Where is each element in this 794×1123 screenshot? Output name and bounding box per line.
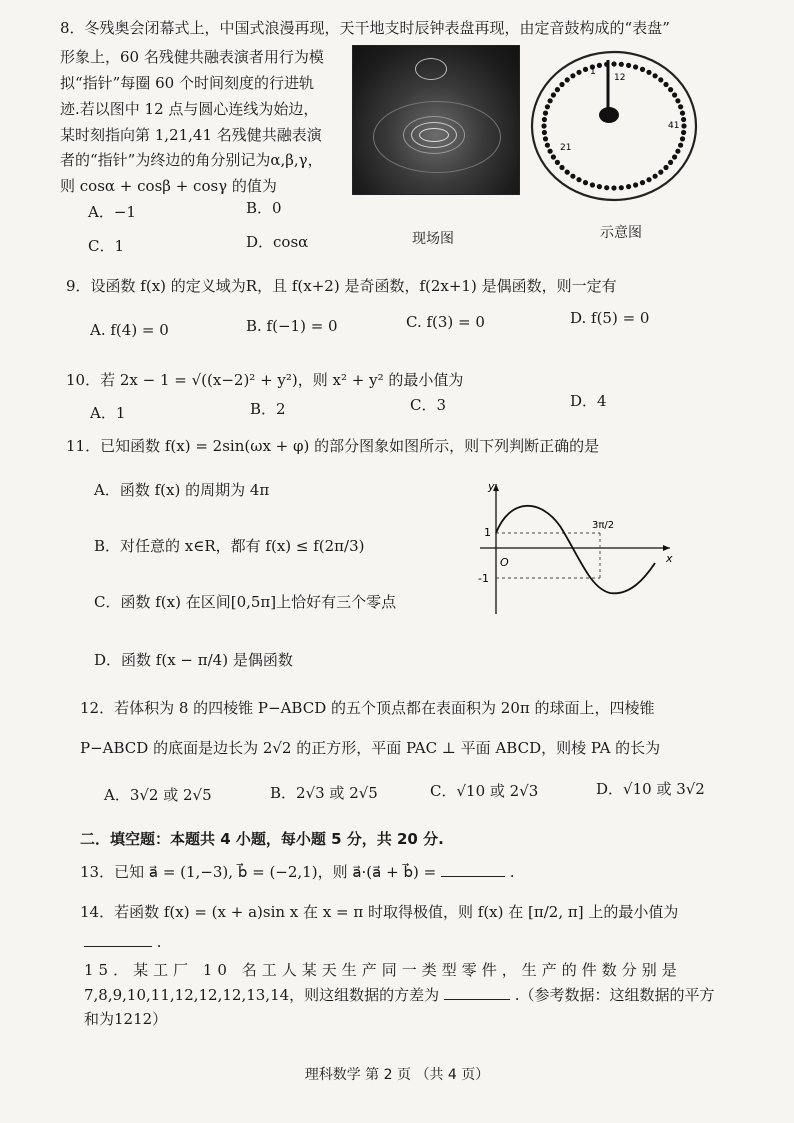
q15-text: 7,8,9,10,11,12,12,12,13,14，则这组数据的方差为 <box>84 986 440 1004</box>
clock-dot <box>672 92 677 97</box>
clock-dot <box>678 143 683 148</box>
q8-line1: 8．冬残奥会闭幕式上，中国式浪漫再现，天干地支时辰钟表盘再现，由定音鼓构成的“表盘” <box>60 19 670 37</box>
clock-dot <box>570 174 575 179</box>
clock-dot <box>678 104 683 109</box>
clock-dot <box>551 92 556 97</box>
q12-option-a: A．3√2 或 2√5 <box>104 786 212 804</box>
clock-center <box>599 107 619 123</box>
clock-dot <box>646 70 651 75</box>
clock-dot <box>576 70 581 75</box>
clock-dot <box>543 111 548 116</box>
q9-option-d: D. f(5) = 0 <box>570 309 650 327</box>
clock-dot <box>545 104 550 109</box>
clock-dot <box>597 184 602 189</box>
clock-dot <box>658 170 663 175</box>
q15-end: .（参考数据：这组数据的平方 <box>514 986 715 1004</box>
q11-option-d: D．函数 f(x − π/4) 是偶函数 <box>94 651 293 669</box>
q12-line2: P−ABCD 的底面是边长为 2√2 的正方形，平面 PAC ⊥ 平面 ABCD，则棱 PA 的长为 <box>80 739 661 757</box>
q8-line3: 拟“指针”每圈 60 个时间刻度的行进轨 <box>60 74 314 92</box>
clock-dot <box>559 82 564 87</box>
clock-dot <box>619 62 624 67</box>
q13-stem <box>80 862 515 882</box>
q11-option-a: A．函数 f(x) 的周期为 4π <box>94 481 270 499</box>
q14-line1: 14．若函数 f(x) = (x + a)sin x 在 x = π 时取得极值，则 f(x) 在 [π/2, π] 上的最小值为 <box>80 903 679 921</box>
q12-line1: 12．若体积为 8 的四棱锥 P−ABCD 的五个顶点都在表面积为 20π 的球面上，四棱锥 <box>80 699 655 717</box>
clock-dot <box>551 154 556 159</box>
clock-dot <box>559 165 564 170</box>
clock-label-1: 1 <box>590 67 596 77</box>
clock-dot <box>672 154 677 159</box>
q11-option-b: B．对任意的 x∈R，都有 f(x) ≤ f(2π/3) <box>94 537 365 555</box>
clock-dot <box>548 149 553 154</box>
q11-option-c: C．函数 f(x) 在区间[0,5π]上恰好有三个零点 <box>94 593 397 611</box>
clock-dot <box>597 63 602 68</box>
clock-dot <box>681 123 686 128</box>
clock-dot <box>565 170 570 175</box>
clock-dot <box>542 130 547 135</box>
q12-option-c: C．√10 或 2√3 <box>430 782 539 800</box>
clock-dot <box>681 130 686 135</box>
clock-diagram <box>528 40 700 212</box>
clock-dot <box>626 63 631 68</box>
clock-dot <box>653 73 658 78</box>
clock-dot <box>541 123 546 128</box>
photo-caption: 现场图 <box>412 231 454 247</box>
q9-stem: 9．设函数 f(x) 的定义域为R，且 f(x+2) 是奇函数，f(2x+1) 是偶函数，则一定有 <box>66 277 617 295</box>
clock-dot <box>680 136 685 141</box>
q8-line5: 某时刻指向第 1,21,41 名残健共融表演 <box>60 126 322 144</box>
q10-option-b: B．2 <box>250 400 286 418</box>
q9-option-c: C. f(3) = 0 <box>406 313 485 331</box>
q15-line3: 和为1212） <box>84 1010 168 1028</box>
q14-line2 <box>84 932 162 952</box>
q12-option-b: B．2√3 或 2√5 <box>270 784 378 802</box>
q8-option-b: B．0 <box>246 199 282 217</box>
clock-dot <box>653 174 658 179</box>
clock-label-41: 41 <box>668 121 680 131</box>
clock-dot <box>570 73 575 78</box>
clock-dot <box>545 143 550 148</box>
q12-option-d: D．√10 或 3√2 <box>596 780 705 798</box>
q8-line2: 形象上，60 名残健共融表演者用行为模 <box>60 48 324 66</box>
clock-dot <box>542 117 547 122</box>
q9-option-b: B. f(−1) = 0 <box>246 317 338 335</box>
clock-dot <box>658 77 663 82</box>
clock-dot <box>604 185 609 190</box>
q13-end: . <box>509 863 515 881</box>
clock-dot <box>675 98 680 103</box>
q10-option-c: C．3 <box>410 396 447 414</box>
q9-option-a: A. f(4) = 0 <box>90 321 169 339</box>
graph-y-label: y <box>488 480 495 493</box>
graph-origin-label: O <box>500 556 509 569</box>
clock-dot <box>590 182 595 187</box>
sine-graph <box>470 478 680 618</box>
clock-dot <box>583 180 588 185</box>
clock-dot <box>640 67 645 72</box>
q11-stem: 11．已知函数 f(x) = 2sin(ωx + φ) 的部分图象如图所示，则下列判断正确的是 <box>66 437 600 455</box>
clock-dot <box>555 160 560 165</box>
clock-dot <box>633 182 638 187</box>
clock-dot <box>611 61 616 66</box>
page-footer: 理科数学 第 2 页 （共 4 页） <box>304 1067 490 1083</box>
graph-neg-one-label: -1 <box>478 572 489 585</box>
q13-answer-blank[interactable] <box>441 862 505 877</box>
clock-dot <box>681 117 686 122</box>
clock-dot <box>543 136 548 141</box>
q8-line7: 则 cosα + cosβ + cosγ 的值为 <box>60 177 277 195</box>
clock-label-12: 12 <box>614 73 626 83</box>
clock-dot <box>548 98 553 103</box>
q10-option-a: A．1 <box>90 404 126 422</box>
q14-end: . <box>156 933 162 951</box>
q8-option-a: A．−1 <box>88 203 136 221</box>
graph-tick-label: 3π/2 <box>592 520 615 531</box>
q10-option-d: D．4 <box>570 392 607 410</box>
q8-line4: 迹.若以图中 12 点与圆心连线为始边， <box>60 100 319 118</box>
clock-dot <box>626 184 631 189</box>
q8-option-c: C．1 <box>88 237 125 255</box>
sine-curve <box>496 506 655 594</box>
clock-dot <box>646 177 651 182</box>
q15-answer-blank[interactable] <box>444 985 510 1000</box>
section-2-heading: 二．填空题：本题共 4 小题，每小题 5 分，共 20 分. <box>80 830 444 848</box>
graph-one-label: 1 <box>484 526 491 539</box>
clock-dot <box>680 111 685 116</box>
diagram-caption: 示意图 <box>600 225 642 241</box>
clock-dot <box>675 149 680 154</box>
q15-line2 <box>84 985 715 1005</box>
clock-dot <box>640 180 645 185</box>
q8-option-d: D．cosα <box>246 233 309 251</box>
q8-line6: 者的“指针”为终边的角分别记为α,β,γ， <box>60 151 323 169</box>
ceremony-photo <box>352 45 520 195</box>
clock-dot <box>619 185 624 190</box>
clock-dot <box>555 87 560 92</box>
clock-dot <box>663 165 668 170</box>
clock-dot <box>565 77 570 82</box>
q14-answer-blank[interactable] <box>84 932 152 947</box>
clock-dot <box>611 185 616 190</box>
graph-x-label: x <box>666 552 673 565</box>
clock-dot <box>576 177 581 182</box>
clock-dot <box>668 87 673 92</box>
q15-line1: 15．某工厂 10 名工人某天生产同一类型零件，生产的件数分别是 <box>84 961 682 979</box>
clock-dot <box>583 67 588 72</box>
clock-dot <box>668 160 673 165</box>
q13-text: 13．已知 a⃗ = (1,−3), b⃗ = (−2,1)，则 a⃗·(a⃗ + b⃗) = <box>80 863 437 881</box>
clock-dot <box>663 82 668 87</box>
clock-dot <box>633 64 638 69</box>
clock-label-21: 21 <box>560 143 572 153</box>
q10-stem: 10．若 2x − 1 = √((x−2)² + y²)，则 x² + y² 的最小值为 <box>66 371 464 389</box>
